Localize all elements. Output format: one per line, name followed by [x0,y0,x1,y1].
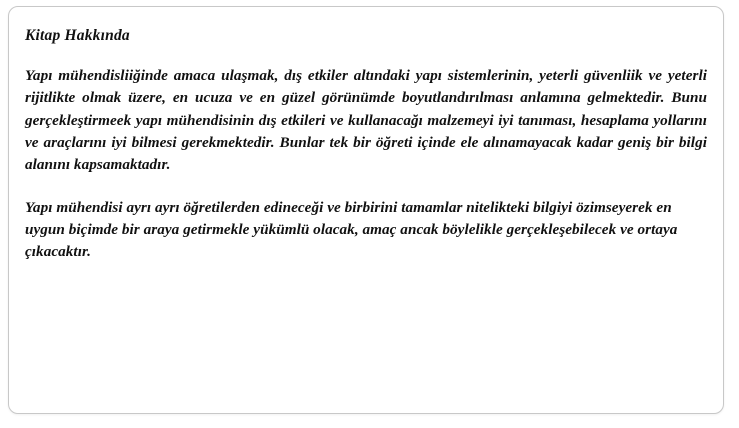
document-content [25,27,707,264]
page-title: Kitap Hakkında [25,27,130,44]
paragraph-2: Yapı mühendisi ayrı ayrı öğretilerden edineceği ve birbirini tamamlar nitelikteki bilgiyi özimseyerek en uygun biçimde bir araya getirmekle yükümlü olacak, amaç ancak böylelikle gerçekleşebilecek ve ortaya çıkacaktır. [25,198,678,261]
document-page [8,6,724,414]
paragraph-1: Yapı mühendisliiğinde amaca ulaşmak, dış etkiler altındaki yapı sistemlerinin, yeterli güvenliik ve yeterli rijitlikte olmak üzere, en ucuza ve en güzel görünümde boyutlandırılması anlamına gelmektedir. Bunu gerçekleştirmeek yapı mühendisinin dış etkileri ve kullanacağı malzemeyi iyi tanıması, hesaplama yollarını ve araçlarını iyi bilmesi gerekmektedir. Bunlar tek bir öğreti içinde ele alınamayacak kadar geniş bir bilgi alanını kapsamaktadır. [25,67,707,174]
